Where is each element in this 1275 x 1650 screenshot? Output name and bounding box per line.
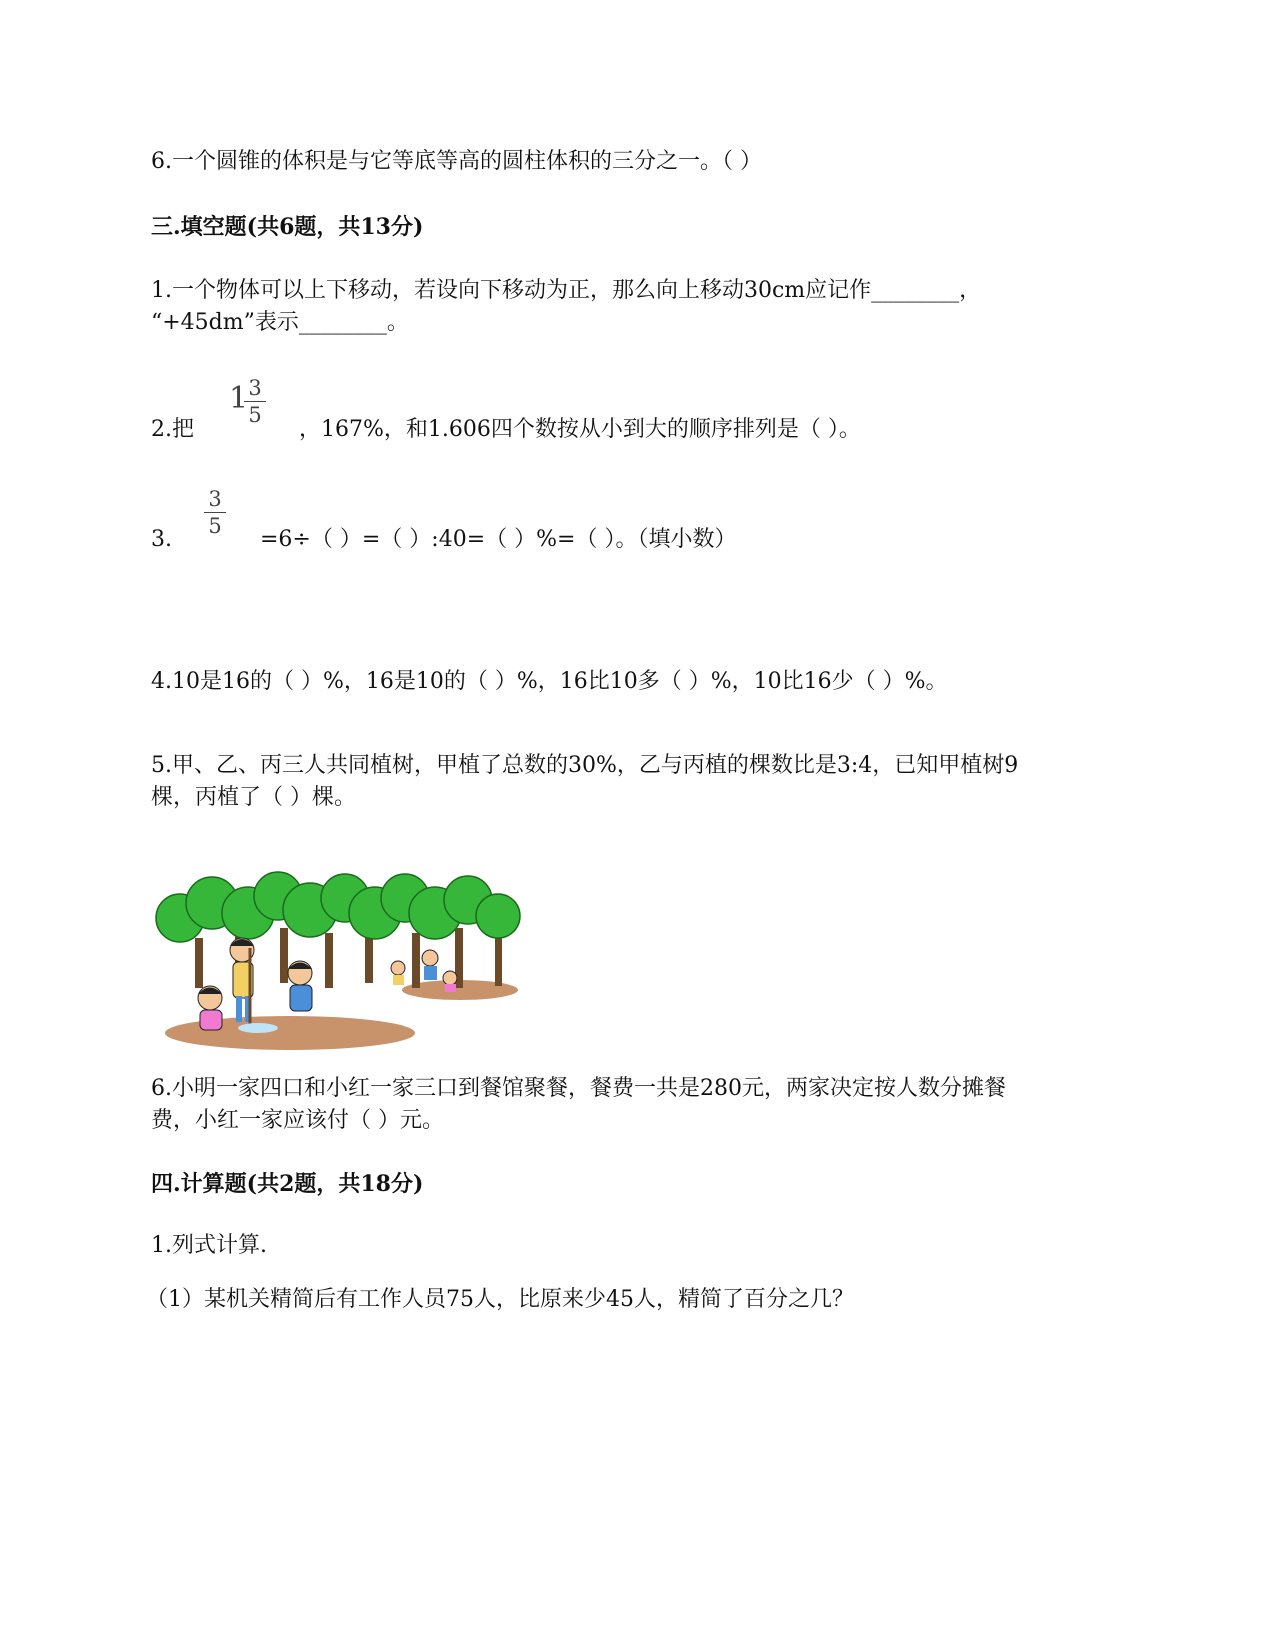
fraction-denominator: 5 <box>208 514 222 538</box>
judge-question-6: 6.一个圆锥的体积是与它等底等高的圆柱体积的三分之一。（ ） <box>151 149 762 174</box>
calc-question-1: 1.列式计算. <box>151 1233 267 1258</box>
fill-question-5-line-1: 5.甲、乙、丙三人共同植树，甲植了总数的30%，乙与丙植的棵数比是3:4，已知甲植树9 <box>151 753 1019 778</box>
fill-question-3-prefix: 3. <box>151 527 172 552</box>
calc-question-1-sub-1: （1）某机关精简后有工作人员75人，比原来少45人，精简了百分之几？ <box>146 1287 854 1312</box>
fill-question-2-text: ，167%，和1.606四个数按从小到大的顺序排列是（ ）。 <box>299 417 861 442</box>
fill-question-4: 4.10是16的（ ）%，16是10的（ ）%，16比10多（ ）%，10比16少（ ）%。 <box>151 669 948 694</box>
fill-question-6-line-1: 6.小明一家四口和小红一家三口到餐馆聚餐，餐费一共是280元，两家决定按人数分摊餐 <box>151 1076 1006 1101</box>
fraction-bar <box>204 512 226 513</box>
fraction-denominator: 5 <box>248 403 262 427</box>
fill-question-1-line-2: “+45dm”表示________。 <box>151 310 409 335</box>
fraction-numerator: 3 <box>248 376 262 400</box>
fill-question-6-line-2: 费，小红一家应该付（ ）元。 <box>151 1108 444 1133</box>
section-3-heading: 三.填空题(共6题，共13分) <box>151 214 424 240</box>
fraction <box>200 488 230 537</box>
mixed-number-whole: 1 <box>229 381 249 416</box>
fraction-numerator: 3 <box>208 487 222 511</box>
fill-question-3-text: =6÷（ ）=（ ）:40=（ ）%=（ ）。（填小数） <box>260 527 737 552</box>
mixed-number-fraction <box>240 377 270 426</box>
fill-question-5-line-2: 棵，丙植了（ ）棵。 <box>151 785 356 810</box>
section-4-heading: 四.计算题(共2题，共18分) <box>151 1171 424 1197</box>
tree-planting-illustration <box>150 868 522 1054</box>
fill-question-2-prefix: 2.把 <box>151 417 194 442</box>
fill-question-1-line-1: 1.一个物体可以上下移动，若设向下移动为正，那么向上移动30cm应记作________， <box>151 278 982 303</box>
fraction-bar <box>244 401 266 402</box>
